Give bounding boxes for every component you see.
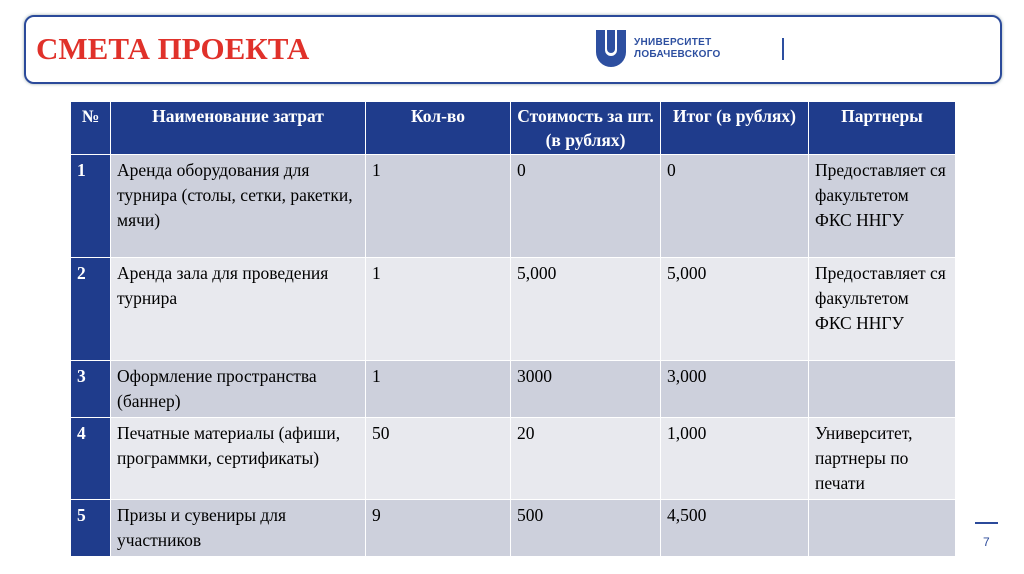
cell-name: Аренда зала для проведения турнира — [111, 258, 366, 361]
cell-qty: 1 — [366, 258, 511, 361]
row-number: 3 — [71, 361, 111, 418]
university-shield-icon — [596, 30, 626, 68]
cell-qty: 1 — [366, 155, 511, 258]
header-cell: Наименование затрат — [111, 102, 366, 155]
cell-unit-cost: 0 — [511, 155, 661, 258]
university-logo — [596, 30, 721, 68]
cell-qty: 1 — [366, 361, 511, 418]
header-box — [24, 15, 1002, 84]
cell-name: Призы и сувениры для участников — [111, 500, 366, 557]
logo-line2: ЛОБАЧЕВСКОГО — [634, 49, 721, 60]
cell-unit-cost: 3000 — [511, 361, 661, 418]
header-cell: Кол-во — [366, 102, 511, 155]
header-cell: Партнеры — [809, 102, 956, 155]
cell-partners: Предоставляет ся факультетом ФКС ННГУ — [809, 258, 956, 361]
header-cell: Стоимость за шт. (в рублях) — [511, 102, 661, 155]
row-number: 2 — [71, 258, 111, 361]
page-number: 7 — [983, 535, 990, 549]
table-row — [71, 418, 956, 500]
row-number: 1 — [71, 155, 111, 258]
row-number: 4 — [71, 418, 111, 500]
cell-unit-cost: 500 — [511, 500, 661, 557]
cell-name: Оформление пространства (баннер) — [111, 361, 366, 418]
cell-name: Аренда оборудования для турнира (столы, сетки, ракетки, мячи) — [111, 155, 366, 258]
cell-partners — [809, 361, 956, 418]
logo-line1: УНИВЕРСИТЕТ — [634, 37, 712, 48]
cell-qty: 9 — [366, 500, 511, 557]
cell-partners — [809, 500, 956, 557]
cell-total: 1,000 — [661, 418, 809, 500]
cell-unit-cost: 5,000 — [511, 258, 661, 361]
cell-total: 4,500 — [661, 500, 809, 557]
table-row — [71, 500, 956, 557]
cell-partners: Университет, партнеры по печати — [809, 418, 956, 500]
cell-partners: Предоставляет ся факультетом ФКС ННГУ — [809, 155, 956, 258]
divider — [782, 38, 784, 60]
cell-name: Печатные материалы (афиши, программки, сертификаты) — [111, 418, 366, 500]
row-number: 5 — [71, 500, 111, 557]
page-number-line — [975, 522, 998, 524]
table-row — [71, 361, 956, 418]
header-cell: № — [71, 102, 111, 155]
table-row — [71, 258, 956, 361]
cell-qty: 50 — [366, 418, 511, 500]
cell-total: 5,000 — [661, 258, 809, 361]
cell-total: 3,000 — [661, 361, 809, 418]
table-row — [71, 155, 956, 258]
page-title: СМЕТА ПРОЕКТА — [36, 31, 310, 66]
header-cell: Итог (в рублях) — [661, 102, 809, 155]
table-header-row — [71, 102, 956, 155]
budget-table — [70, 101, 956, 557]
cell-unit-cost: 20 — [511, 418, 661, 500]
cell-total: 0 — [661, 155, 809, 258]
